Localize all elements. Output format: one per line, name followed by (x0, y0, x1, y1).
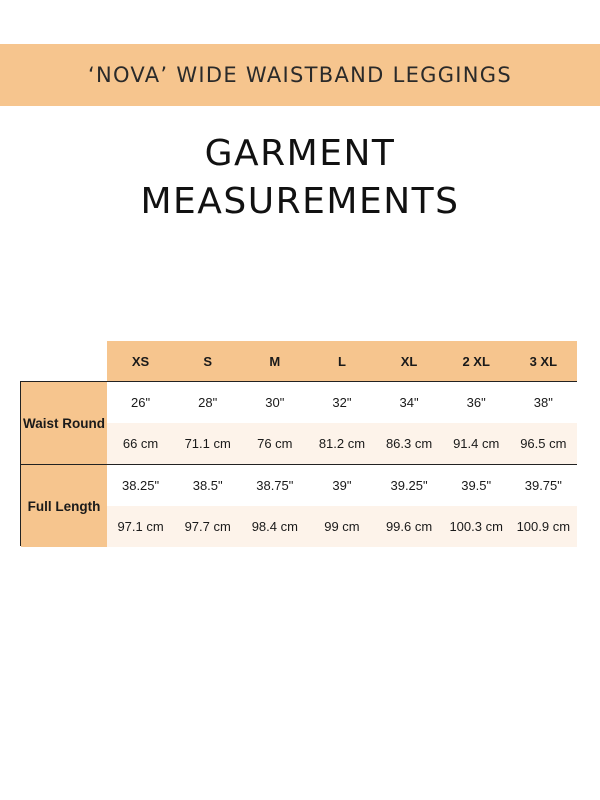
waist-values (107, 382, 577, 464)
size-header-l: L (337, 353, 346, 369)
table-cell: 39.25" (390, 478, 428, 493)
row-label-waist: Waist Round (21, 382, 107, 464)
table-cell: 39" (332, 478, 352, 493)
table-cell: 38.25" (121, 478, 160, 493)
table-cell: 99 cm (324, 519, 360, 534)
size-header-row (107, 341, 577, 381)
row-label-length: Full Length (21, 465, 107, 547)
table-cell: 91.4 cm (453, 436, 500, 451)
product-name: ‘NOVA’ WIDE WAISTBAND LEGGINGS (87, 63, 513, 87)
table-cell: 39.5" (461, 478, 492, 493)
table-cell: 86.3 cm (385, 436, 433, 451)
size-header-xl: XL (400, 353, 418, 369)
size-header-s: S (203, 353, 213, 369)
table-row (107, 465, 577, 506)
table-cell: 30" (265, 395, 285, 410)
table-cell: 66 cm (122, 436, 159, 451)
table-cell: 99.6 cm (385, 519, 433, 534)
table-cell: 26" (131, 395, 151, 410)
measurements-table (20, 381, 577, 546)
table-row (107, 423, 577, 464)
table-cell: 38.75" (256, 478, 294, 493)
length-values (107, 465, 577, 547)
table-row (107, 506, 577, 547)
size-header-2xl: 2 XL (462, 353, 490, 369)
table-cell: 71.1 cm (184, 436, 231, 451)
size-header-xs: XS (131, 353, 150, 369)
table-cell: 28" (198, 395, 218, 410)
size-header-3xl: 3 XL (529, 353, 558, 369)
page-title (0, 130, 600, 226)
measurement-group-length (21, 464, 576, 547)
size-header-m: M (269, 353, 281, 369)
page-title-line-2: MEASUREMENTS (140, 181, 460, 222)
table-cell: 36" (466, 395, 486, 410)
table-cell: 100.3 cm (449, 519, 503, 534)
table-row (107, 382, 577, 423)
table-cell: 38" (533, 395, 553, 410)
table-cell: 81.2 cm (318, 436, 366, 451)
table-cell: 32" (332, 395, 352, 410)
table-cell: 96.5 cm (520, 436, 567, 451)
table-cell: 76 cm (257, 436, 293, 451)
table-cell: 38.5" (192, 478, 223, 493)
table-cell: 34" (399, 395, 419, 410)
page-title-line-1: GARMENT (204, 133, 396, 174)
table-cell: 39.75" (524, 478, 562, 493)
table-cell: 98.4 cm (251, 519, 298, 534)
product-banner (0, 44, 600, 106)
measurement-group-waist (21, 382, 576, 464)
table-cell: 97.1 cm (117, 519, 164, 534)
table-cell: 100.9 cm (516, 519, 571, 534)
table-cell: 97.7 cm (184, 519, 231, 534)
